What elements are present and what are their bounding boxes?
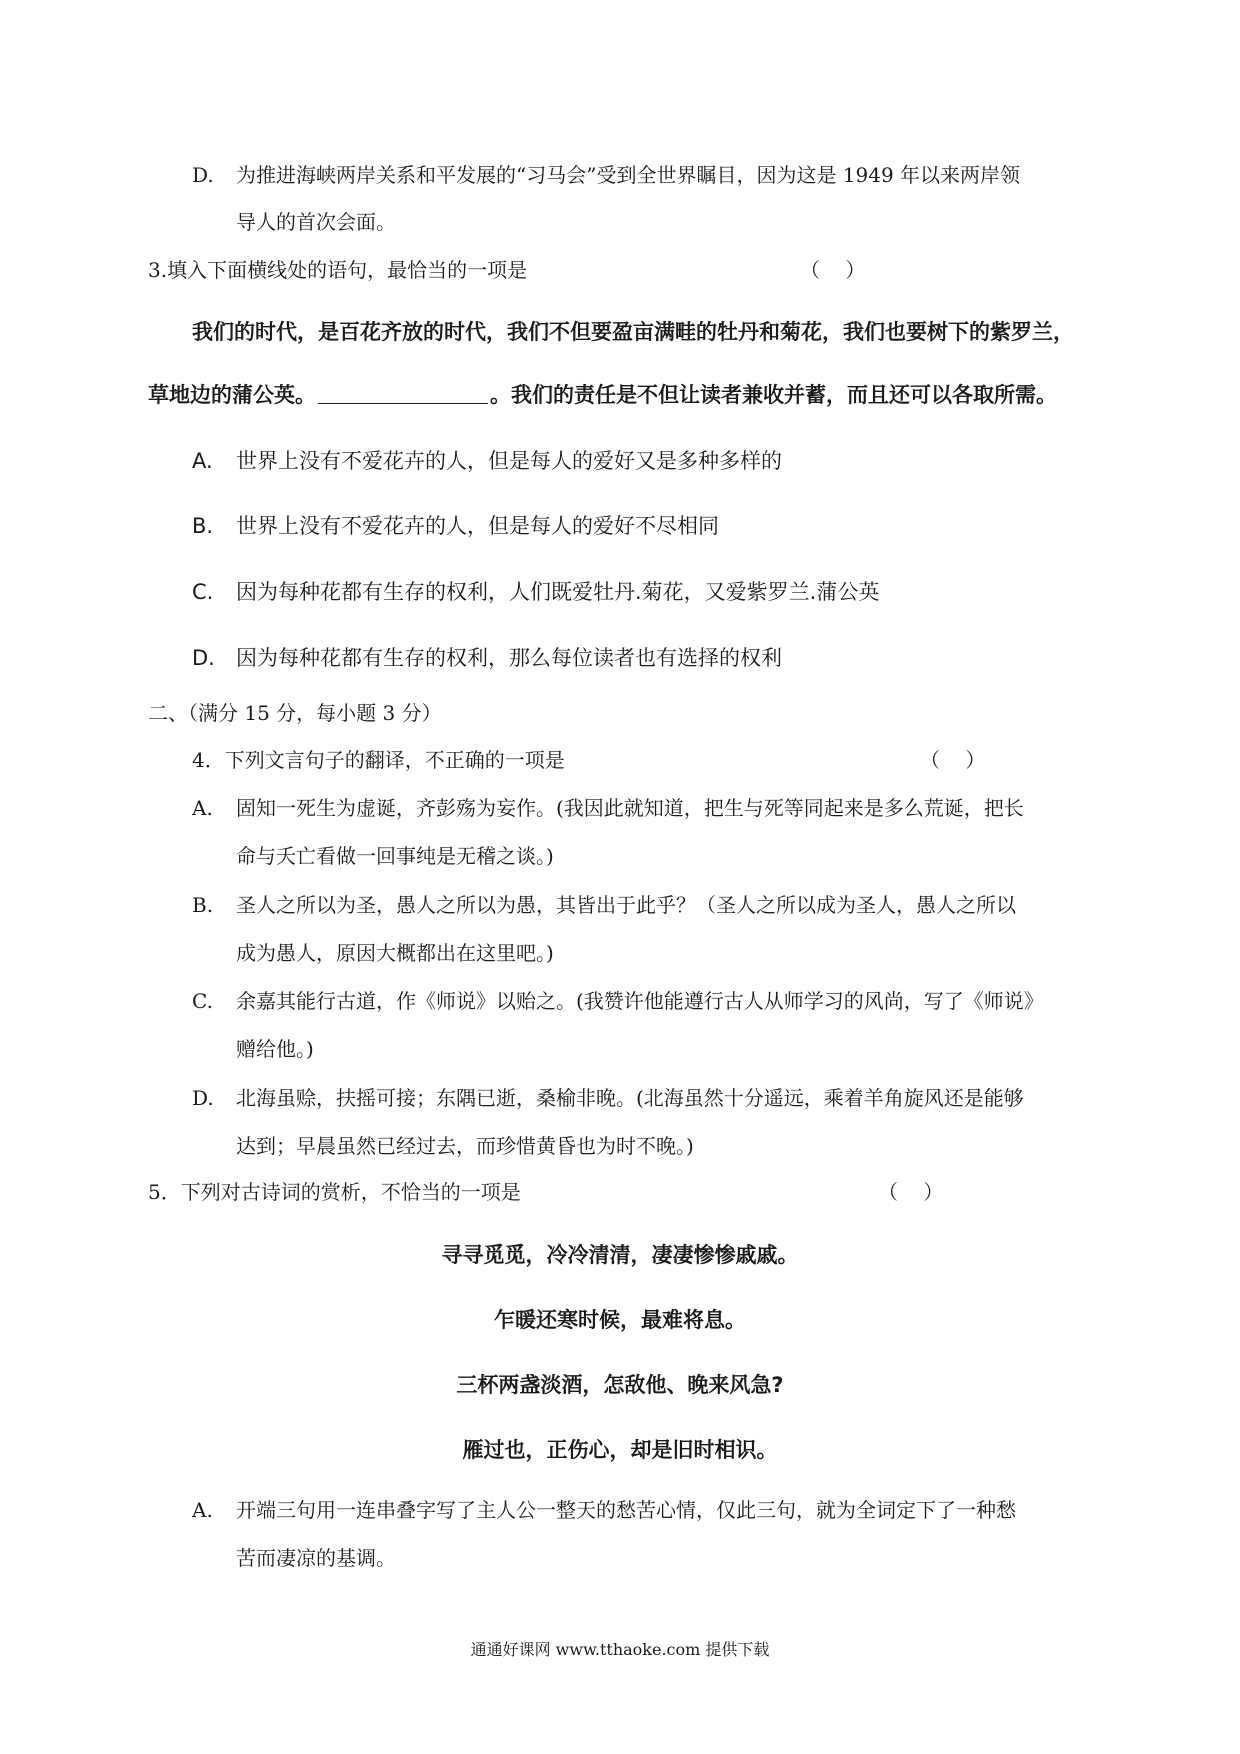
- q5-poem-line1: 寻寻觅觅，冷冷清清，凄凄惨惨戚戚。: [441, 1243, 799, 1267]
- q4-option-d-line2: 达到；早晨虽然已经过去，而珍惜黄昏也为时不晚。): [236, 1134, 694, 1158]
- q3-option-a-text: 世界上没有不爱花卉的人，但是每人的爱好又是多种多样的: [236, 449, 782, 473]
- q3-option-c-label: C.: [192, 580, 214, 604]
- q5-option-a-line1: 开端三句用一连串叠字写了主人公一整天的愁苦心情，仅此三句，就为全词定下了一种愁: [236, 1498, 1016, 1522]
- q3-option-b-label: B.: [192, 514, 214, 538]
- page-footer: 通通好课网 www.tthaoke.com 提供下载: [470, 1640, 770, 1659]
- q2-option-d-line2: 导人的首次会面。: [236, 210, 396, 234]
- q5-poem-line4: 雁过也，正伤心，却是旧时相识。: [462, 1438, 778, 1462]
- q3-answer-parens: （ ）: [800, 258, 866, 282]
- q3-option-d-label: D.: [192, 646, 215, 670]
- q4-option-d-label: D.: [192, 1086, 214, 1110]
- q4-option-c-line1: 余嘉其能行古道，作《师说》以贻之。(我赞许他能遵行古人从师学习的风尚，写了《师说》: [236, 989, 1044, 1013]
- q4-option-a-line1: 固知一死生为虚诞，齐彭殇为妄作。(我因此就知道，把生与死等同起来是多么荒诞，把长: [236, 796, 1024, 820]
- q2-option-d-label: D.: [192, 163, 214, 187]
- q2-option-d-line1: 为推进海峡两岸关系和平发展的“习马会”受到全世界瞩目，因为这是 1949 年以来两岸领: [236, 163, 1021, 187]
- q4-option-c-line2: 赠给他。): [236, 1037, 314, 1061]
- q5-poem-line3: 三杯两盏淡酒，怎敌他、晚来风急?: [456, 1373, 784, 1397]
- q4-option-a-label: A.: [192, 796, 213, 820]
- q3-passage-after-blank: 。我们的责任是不但让读者兼收并蓄，而且还可以各取所需。: [490, 383, 1057, 407]
- q3-stem: 3.填入下面横线处的语句，最恰当的一项是: [148, 258, 528, 282]
- q4-option-d-line1: 北海虽赊，扶摇可接；东隅已逝，桑榆非晚。(北海虽然十分遥远，乘着羊角旋风还是能够: [236, 1086, 1024, 1110]
- q5-answer-parens: （ ）: [878, 1180, 944, 1204]
- q3-option-a-label: A.: [192, 449, 213, 473]
- q4-option-b-line1: 圣人之所以为圣，愚人之所以为愚，其皆出于此乎？（圣人之所以成为圣人，愚人之所以: [236, 893, 1016, 917]
- q4-option-c-label: C.: [192, 989, 213, 1013]
- q4-answer-parens: （ ）: [920, 748, 986, 772]
- q5-stem: 5．下列对古诗词的赏析，不恰当的一项是: [148, 1180, 521, 1204]
- q3-option-c-text: 因为每种花都有生存的权利，人们既爱牡丹.菊花，又爱紫罗兰.蒲公英: [236, 580, 880, 604]
- q5-poem-line2: 乍暖还寒时候，最难将息。: [494, 1308, 746, 1332]
- q3-option-d-text: 因为每种花都有生存的权利，那么每位读者也有选择的权利: [236, 646, 782, 670]
- q3-passage-line2: [148, 381, 1057, 409]
- q3-passage-before-blank: 草地边的蒲公英。: [148, 383, 316, 407]
- q4-option-b-label: B.: [192, 893, 214, 917]
- section2-heading: 二、（满分 15 分，每小题 3 分）: [148, 701, 442, 725]
- q4-option-a-line2: 命与夭亡看做一回事纯是无稽之谈。): [236, 844, 554, 868]
- q3-passage-line1: 我们的时代，是百花齐放的时代，我们不但要盈亩满畦的牡丹和菊花，我们也要树下的紫罗兰，: [192, 320, 1074, 344]
- q5-option-a-line2: 苦而凄凉的基调。: [236, 1546, 396, 1570]
- q5-option-a-label: A.: [192, 1498, 213, 1522]
- q3-fill-blank: [318, 381, 488, 404]
- q3-option-b-text: 世界上没有不爱花卉的人，但是每人的爱好不尽相同: [236, 514, 719, 538]
- q4-option-b-line2: 成为愚人，原因大概都出在这里吧。): [236, 941, 554, 965]
- q4-stem: 4．下列文言句子的翻译，不正确的一项是: [192, 748, 565, 772]
